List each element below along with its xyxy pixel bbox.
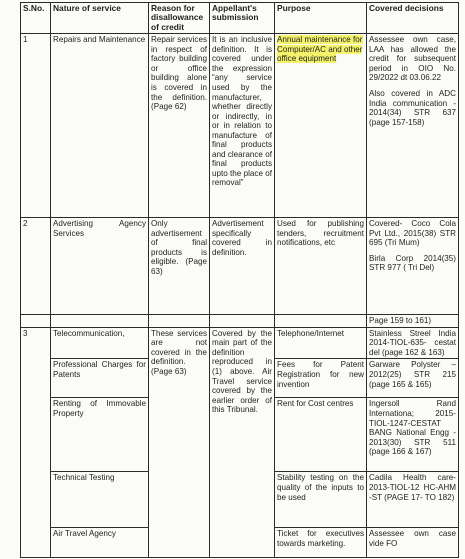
table-row (21, 34, 459, 218)
table-row (21, 327, 459, 359)
cell-sno (21, 315, 51, 328)
cell-reason (149, 34, 210, 218)
cell-purpose: Stability testing on the quality of the inputs to be used (275, 472, 367, 528)
cell-appellant: Advertisement specifically covered in definition. (210, 218, 275, 315)
cell-nature: Technical Testing (51, 472, 149, 528)
covered-text-2: Birla Corp 2014(35) STR 977 ( Tri Del) (369, 253, 456, 273)
cell-reason: These services are not covered in the definition. (Page 63) (149, 327, 210, 558)
cell-nature (51, 315, 149, 328)
cell-nature: Air Travel Agency (51, 528, 149, 558)
cell-sno: 2 (21, 218, 51, 315)
header-covered: Covered decisions (367, 3, 459, 34)
cell-covered (367, 34, 459, 218)
cell-sno: 3 (21, 327, 51, 558)
cell-purpose (275, 34, 367, 218)
cell-purpose: Telephone/Internet (275, 327, 367, 359)
header-appellant: Appellant's submission (210, 3, 275, 34)
cell-covered: Garware Polyster – 2012(25) STR 215 (page 165 & 165) (367, 359, 459, 398)
cell-sno: 1 (21, 34, 51, 218)
cell-nature: Telecommunication, (51, 327, 149, 359)
covered-text-2: Also covered in ADC India communication - 2014(34) STR 637 (page 157-158) (369, 88, 456, 127)
cell-covered: Assessee own case vide FO (367, 528, 459, 558)
reason-text: Repair services in respect of factory building or office building alone is covered in the definition. (Page 62) (151, 35, 207, 112)
cell-purpose (275, 315, 367, 328)
cell-covered (367, 218, 459, 315)
cell-covered: Cadila Health care-2013-TIOL-12 HC-AHM -ST (PAGE 17- TO 182) (367, 472, 459, 528)
cell-covered: Page 159 to 161) (367, 315, 459, 328)
cell-reason: Only advertisement of final products is eligible. (Page 63) (149, 218, 210, 315)
covered-text-1: Assessee own case, LAA has allowed the credit for subsequent period in OIO No. 29/2022 dt 03.06.22 (369, 35, 456, 83)
covered-text-1: Covered- Coco Cola Pvt Ltd., 2015(38) STR 695 (Tri Mum) (369, 219, 456, 248)
cell-nature: Renting of Immovable Property (51, 398, 149, 472)
cell-purpose: Fees for Patent Registration for new invention (275, 359, 367, 398)
header-sno: S.No. (21, 3, 51, 34)
purpose-highlight: Annual maintenance for Computer/AC and other office equipment (277, 35, 363, 64)
cell-purpose: Used for publishing tenders, recruitment notifications, etc (275, 218, 367, 315)
cell-purpose: Ticket for executives towards marketing. (275, 528, 367, 558)
cell-purpose: Rent for Cost centres (275, 398, 367, 472)
cell-nature: Professional Charges for Patents (51, 359, 149, 398)
cell-nature: Advertising Agency Services (51, 218, 149, 315)
header-reason: Reason for disallowance of credit (149, 3, 210, 34)
table-row (21, 315, 459, 328)
header-purpose: Purpose (275, 3, 367, 34)
cell-appellant: It is an inclusive definition. It is covered under the expression “any service used by the manufacturer, whether directly or indirectly, in or in relation to manufacture of final products and clearance of final products upto the place of removal” (210, 34, 275, 218)
services-credit-table (20, 2, 459, 558)
header-nature: Nature of service (51, 3, 149, 34)
cell-covered: Stainless Streel India 2014-TIOL-635- cestat del (page 162 & 163) (367, 327, 459, 359)
cell-appellant: Covered by the main part of the definition reproduced in (1) above. Air Travel service covered by the earlier order of this Tribunal. (210, 327, 275, 558)
cell-appellant (210, 315, 275, 328)
cell-reason (149, 315, 210, 328)
cell-covered: Ingersoll Rand Internationa; 2015-TIOL-1247-CESTAT BANG National Engg - 2013(30) STR 511 (page 166 & 167) (367, 398, 459, 472)
table-row (21, 218, 459, 315)
table-header-row (21, 3, 459, 34)
cell-nature: Repairs and Maintenance (51, 34, 149, 218)
